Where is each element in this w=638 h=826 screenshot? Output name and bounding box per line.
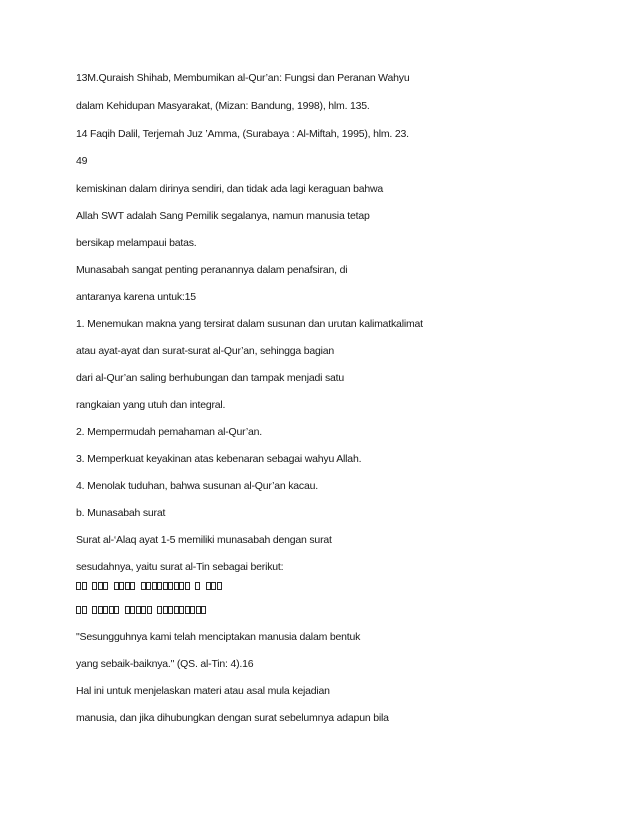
missing-glyph-box [157, 582, 162, 590]
missing-glyph-group [195, 582, 201, 590]
body-line: Surat al-‘Alaq ayat 1-5 memiliki munasabah dengan surat [76, 534, 332, 546]
list-item-1-cont: rangkaian yang utuh dan integral. [76, 399, 226, 411]
list-item-3: 3. Memperkuat keyakinan atas kebenaran sebagai wahyu Allah. [76, 453, 362, 465]
missing-glyph-box [103, 606, 108, 614]
body-line: kemiskinan dalam dirinya sendiri, dan tidak ada lagi keraguan bahwa [76, 183, 384, 195]
missing-glyph-box [174, 606, 179, 614]
missing-glyph-group [92, 582, 109, 590]
arabic-verse-placeholder-row [76, 581, 225, 591]
body-line: Munasabah sangat penting peranannya dalam penafsiran, di [76, 264, 348, 276]
missing-glyph-box [195, 582, 200, 590]
missing-glyph-box [157, 606, 162, 614]
list-item-1: 1. Menemukan makna yang tersirat dalam susunan dan urutan kalimatkalimat [76, 318, 423, 330]
missing-glyph-box [168, 582, 173, 590]
missing-glyph-box [109, 606, 114, 614]
missing-glyph-box [190, 606, 195, 614]
missing-glyph-box [185, 582, 190, 590]
body-line: sesudahnya, yaitu surat al-Tin sebagai berikut: [76, 561, 284, 573]
missing-glyph-box [130, 606, 135, 614]
body-line: antaranya karena untuk:15 [76, 291, 196, 303]
list-item-1-cont: dari al-Qur’an saling berhubungan dan tampak menjadi satu [76, 372, 344, 384]
missing-glyph-box [201, 606, 206, 614]
list-item-2: 2. Mempermudah pemahaman al-Qur’an. [76, 426, 262, 438]
missing-glyph-box [136, 606, 141, 614]
missing-glyph-box [114, 606, 119, 614]
missing-glyph-box [82, 582, 87, 590]
missing-glyph-box [163, 606, 168, 614]
missing-glyph-box [206, 582, 211, 590]
missing-glyph-box [179, 582, 184, 590]
missing-glyph-box [185, 606, 190, 614]
missing-glyph-box [152, 582, 157, 590]
missing-glyph-box [125, 606, 130, 614]
missing-glyph-box [168, 606, 173, 614]
missing-glyph-box [179, 606, 184, 614]
missing-glyph-box [174, 582, 179, 590]
list-item-1-cont: atau ayat-ayat dan surat-surat al-Qur’an, sehingga bagian [76, 345, 335, 357]
missing-glyph-group [76, 606, 87, 614]
missing-glyph-box [196, 606, 201, 614]
missing-glyph-box [217, 582, 222, 590]
missing-glyph-group [114, 582, 136, 590]
missing-glyph-box [125, 582, 130, 590]
body-line: Hal ini untuk menjelaskan materi atau asal mula kejadian [76, 685, 330, 697]
missing-glyph-group [125, 606, 153, 614]
missing-glyph-box [82, 606, 87, 614]
missing-glyph-box [92, 606, 97, 614]
section-heading: b. Munasabah surat [76, 507, 166, 519]
missing-glyph-box [141, 582, 146, 590]
list-item-4: 4. Menolak tuduhan, bahwa susunan al-Qur’an kacau. [76, 480, 318, 492]
missing-glyph-box [98, 582, 103, 590]
missing-glyph-box [163, 582, 168, 590]
missing-glyph-group [141, 582, 191, 590]
missing-glyph-group [157, 606, 207, 614]
missing-glyph-box [130, 582, 135, 590]
missing-glyph-box [119, 582, 124, 590]
missing-glyph-box [76, 606, 81, 614]
missing-glyph-box [141, 606, 146, 614]
missing-glyph-box [114, 582, 119, 590]
missing-glyph-group [92, 606, 120, 614]
missing-glyph-group [76, 582, 87, 590]
verse-translation: "Sesungguhnya kami telah menciptakan manusia dalam bentuk [76, 631, 361, 643]
missing-glyph-group [206, 582, 223, 590]
missing-glyph-box [103, 582, 108, 590]
footnote-13-line-2: dalam Kehidupan Masyarakat, (Mizan: Bandung, 1998), hlm. 135. [76, 100, 370, 112]
missing-glyph-box [211, 582, 216, 590]
missing-glyph-box [76, 582, 81, 590]
footnote-14: 14 Faqih Dalil, Terjemah Juz ’Amma, (Surabaya : Al-Miftah, 1995), hlm. 23. [76, 128, 409, 140]
arabic-verse-placeholder-row [76, 605, 210, 615]
verse-translation: yang sebaik-baiknya." (QS. al-Tin: 4).16 [76, 658, 254, 670]
footnote-13-line-1: 13M.Quraish Shihab, Membumikan al-Qur’an: Fungsi dan Peranan Wahyu [76, 72, 410, 84]
missing-glyph-box [98, 606, 103, 614]
missing-glyph-box [92, 582, 97, 590]
body-line: Allah SWT adalah Sang Pemilik segalanya, namun manusia tetap [76, 210, 370, 222]
missing-glyph-box [147, 606, 152, 614]
page-number: 49 [76, 155, 88, 167]
body-line: bersikap melampaui batas. [76, 237, 197, 249]
missing-glyph-box [146, 582, 151, 590]
body-line: manusia, dan jika dihubungkan dengan surat sebelumnya adapun bila [76, 712, 389, 724]
